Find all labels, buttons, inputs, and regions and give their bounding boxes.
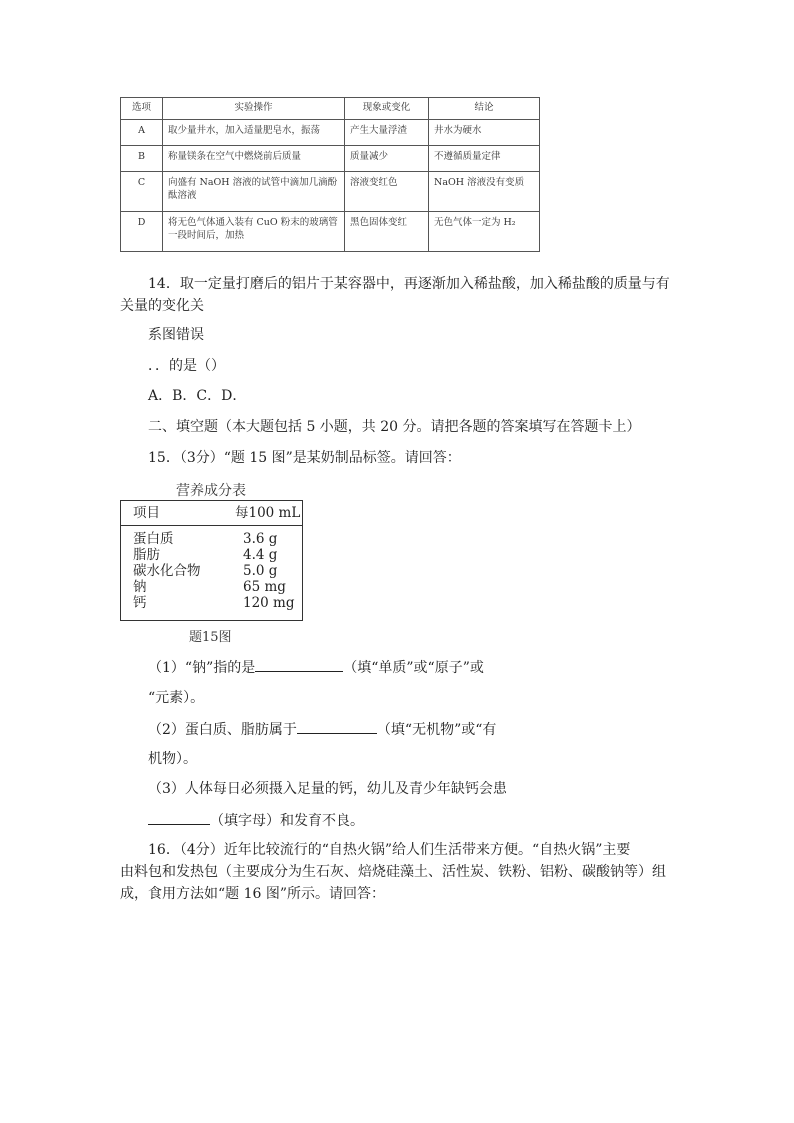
table-row (121, 212, 540, 252)
conclusion-cell: 不遵循质量定律 (429, 146, 540, 172)
table-row (121, 120, 540, 146)
q15-sub2 (148, 718, 496, 740)
q15-sub2-text: （2）蛋白质、脂肪属于 (148, 722, 297, 738)
nutrient-name: 钙 (133, 595, 147, 611)
q15-sub1-cont: “元素）。 (148, 690, 205, 706)
table-row (121, 172, 540, 212)
section-heading: 二、填空题（本大题包括 5 小题，共 20 分。请把各题的答案填写在答题卡上） (148, 419, 641, 435)
nutrient-value: 3.6 g (243, 531, 278, 547)
nutrition-header-divider (121, 525, 302, 526)
option-cell: D (121, 212, 163, 252)
option-cell: B (121, 146, 163, 172)
q14-line3: 系图错误 (148, 327, 204, 343)
operation-cell: 取少量井水，加入适量肥皂水，振荡 (163, 120, 345, 146)
q16-line3: 成，食用方法如“题 16 图”所示。请回答： (120, 886, 386, 902)
header-option: 选项 (121, 98, 163, 120)
q15-stem: 15．（3分）“题 15 图”是某奶制品标签。请回答： (148, 450, 461, 466)
table-header-row (121, 98, 540, 120)
phenomenon-cell: 产生大量浮渣 (345, 120, 429, 146)
q15-sub2-cont: 机物）。 (148, 751, 197, 767)
operation-cell: 向盛有 NaOH 溶液的试管中滴加几滴酚酞溶液 (163, 172, 345, 212)
q15-sub3: （3）人体每日必须摄入足量的钙，幼儿及青少年缺钙会患 (148, 781, 507, 797)
figure-caption: 题15图 (189, 630, 232, 645)
q15-sub1 (148, 656, 484, 678)
header-conclusion: 结论 (429, 98, 540, 120)
q14-line1: 14．取一定量打磨后的铝片于某容器中，再逐渐加入稀盐酸，加入稀盐酸的质量与有 (148, 276, 670, 292)
nutrient-name: 脂肪 (133, 547, 160, 563)
conclusion-cell: 井水为硬水 (429, 120, 540, 146)
phenomenon-cell: 黑色固体变红 (345, 212, 429, 252)
header-operation: 实验操作 (163, 98, 345, 120)
nutrient-name: 蛋白质 (133, 531, 174, 547)
q15-sub1-text: （1）“钠”指的是 (148, 660, 256, 676)
q14-line2: 关量的变化关 (120, 298, 204, 314)
nutrient-name: 碳水化合物 (133, 563, 201, 579)
experiment-table (120, 97, 540, 252)
operation-cell: 将无色气体通入装有 CuO 粉末的玻璃管一段时间后，加热 (163, 212, 345, 252)
nutrient-name: 钠 (133, 579, 147, 595)
answer-blank[interactable] (255, 656, 343, 672)
nutrition-table (120, 500, 303, 621)
q16-line1: 16．（4分）近年比较流行的“自热火锅”给人们生活带来方便。“自热火锅”主要 (148, 842, 631, 858)
conclusion-cell: NaOH 溶液没有变质 (429, 172, 540, 212)
q15-sub3-cont (148, 809, 364, 831)
q14-options: A．B．C．D． (148, 388, 247, 404)
conclusion-cell: 无色气体一定为 H₂ (429, 212, 540, 252)
option-cell: C (121, 172, 163, 212)
table-row (121, 146, 540, 172)
nutrient-value: 65 mg (243, 579, 286, 595)
q15-sub1-hint: （填“单质”或“原子”或 (343, 660, 484, 676)
phenomenon-cell: 溶液变红色 (345, 172, 429, 212)
q16-line2: 由料包和发热包（主要成分为生石灰、焙烧硅藻土、活性炭、铁粉、铝粉、碳酸钠等）组 (120, 864, 666, 880)
answer-blank[interactable] (148, 809, 210, 825)
header-phenomenon: 现象或变化 (345, 98, 429, 120)
q15-sub3-hint: （填字母）和发育不良。 (210, 813, 364, 829)
nutrition-col-item: 项目 (133, 505, 160, 521)
option-cell: A (121, 120, 163, 146)
answer-blank[interactable] (297, 718, 377, 734)
nutrient-value: 120 mg (243, 595, 295, 611)
nutrient-value: 5.0 g (243, 563, 278, 579)
q14-line4: ．．的是（） (148, 358, 225, 374)
phenomenon-cell: 质量减少 (345, 146, 429, 172)
nutrient-value: 4.4 g (243, 547, 278, 563)
nutrition-col-per100ml: 每100 mL (235, 505, 301, 521)
operation-cell: 称量镁条在空气中燃烧前后质量 (163, 146, 345, 172)
nutrition-title: 营养成分表 (176, 483, 246, 499)
q15-sub2-hint: （填“无机物”或“有 (376, 722, 497, 738)
